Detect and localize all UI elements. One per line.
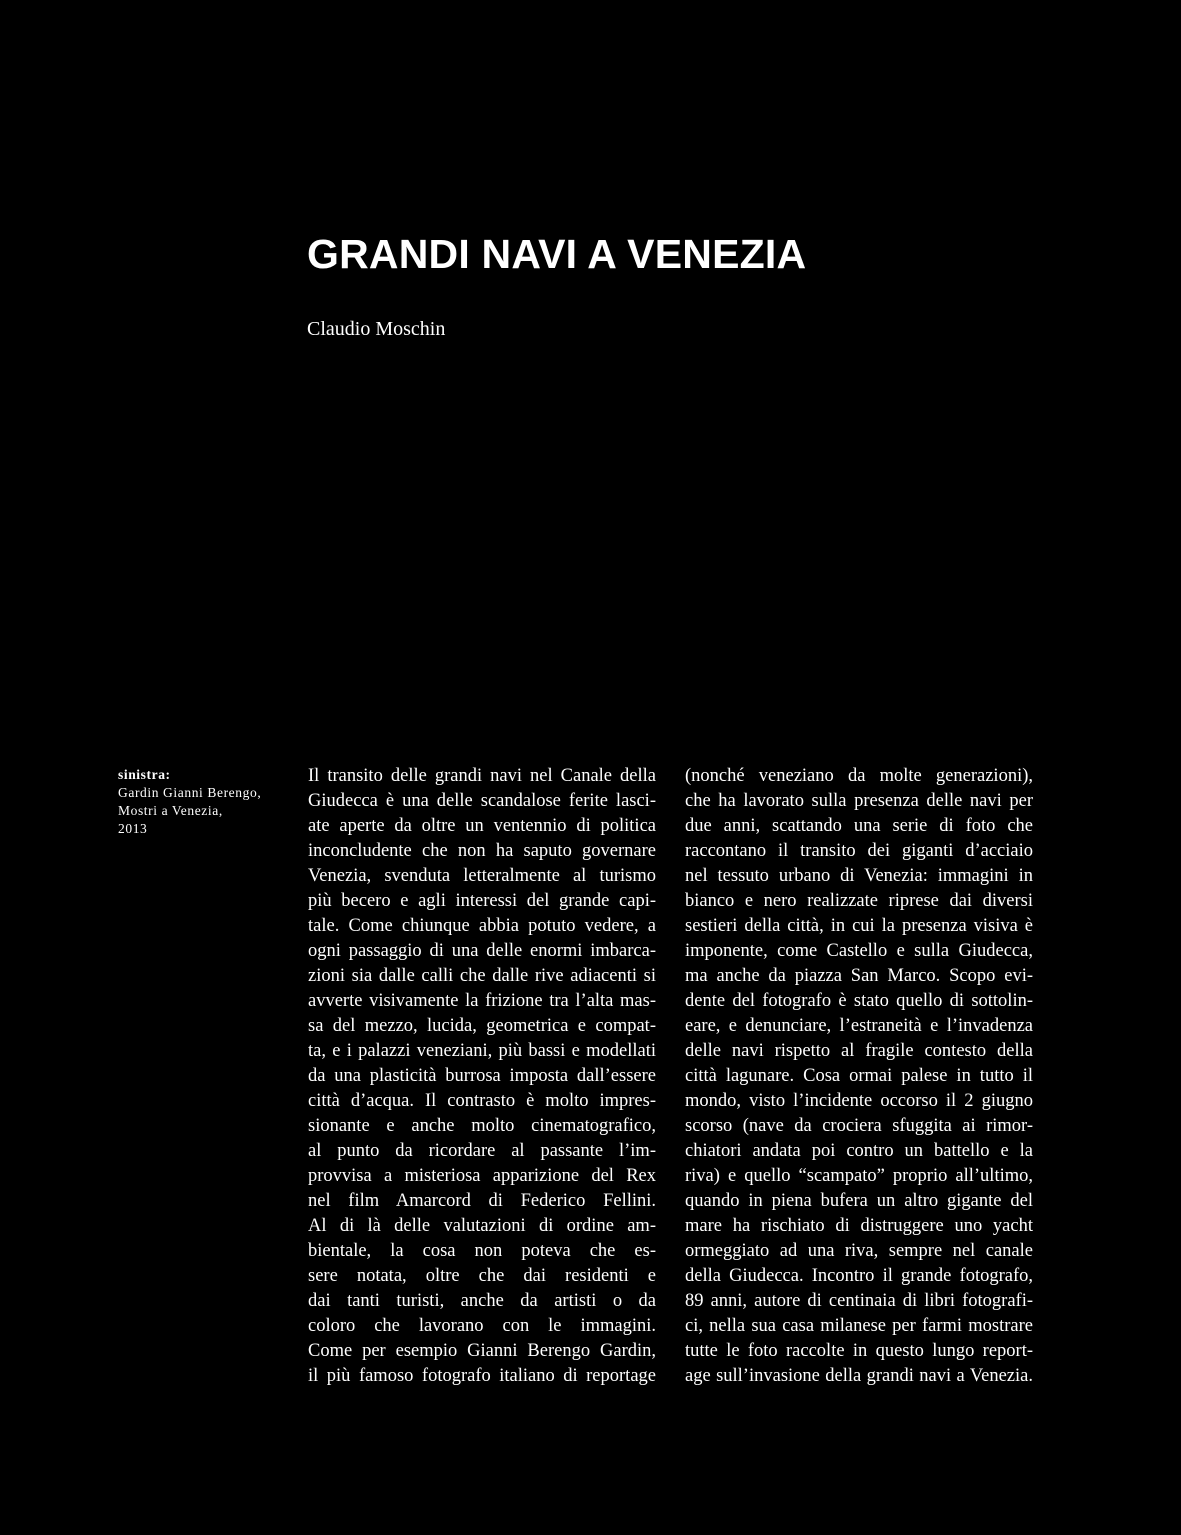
body-line: coloro che lavorano con le immagini.: [308, 1316, 656, 1336]
body-line: Giudecca è una delle scandalose ferite lasci-: [308, 791, 656, 811]
body-line: dai tanti turisti, anche da artisti o da: [308, 1291, 656, 1311]
article-author: Claudio Moschin: [307, 318, 446, 340]
article-title: GRANDI NAVI A VENEZIA: [307, 231, 807, 277]
body-line: mondo, visto l’incidente occorso il 2 giugno: [685, 1091, 1033, 1111]
body-line: eare, e denunciare, l’estraneità e l’invadenza: [685, 1016, 1033, 1036]
body-line: (nonché veneziano da molte generazioni),: [685, 766, 1033, 786]
body-line: quando in piena bufera un altro gigante del: [685, 1191, 1033, 1211]
body-line: Venezia, svenduta letteralmente al turismo: [308, 866, 656, 886]
body-line: sionante e anche molto cinematografico,: [308, 1116, 656, 1136]
body-line: provvisa a misteriosa apparizione del Rex: [308, 1166, 656, 1186]
body-line: il più famoso fotografo italiano di reportage: [308, 1366, 656, 1386]
caption-label: sinistra:: [118, 767, 171, 782]
body-line: imponente, come Castello e sulla Giudecca,: [685, 941, 1033, 961]
body-line: nel film Amarcord di Federico Fellini.: [308, 1191, 656, 1211]
body-line: ate aperte da oltre un ventennio di politica: [308, 816, 656, 836]
body-line: nel tessuto urbano di Venezia: immagini in: [685, 866, 1033, 886]
body-line: tutte le foto raccolte in questo lungo report-: [685, 1341, 1033, 1361]
body-line: sere notata, oltre che dai residenti e: [308, 1266, 656, 1286]
body-line: bientale, la cosa non poteva che es-: [308, 1241, 656, 1261]
body-line: bianco e nero realizzate riprese dai diversi: [685, 891, 1033, 911]
body-line: da una plasticità burrosa imposta dall’essere: [308, 1066, 656, 1086]
body-line: più becero e agli interessi del grande capi-: [308, 891, 656, 911]
caption-line: Gardin Gianni Berengo,: [118, 785, 262, 800]
body-line: Come per esempio Gianni Berengo Gardin,: [308, 1341, 656, 1361]
body-line: delle navi rispetto al fragile contesto della: [685, 1041, 1033, 1061]
body-line: città lagunare. Cosa ormai palese in tutto il: [685, 1066, 1033, 1086]
body-line: ma anche da piazza San Marco. Scopo evi-: [685, 966, 1033, 986]
body-line: avverte visivamente la frizione tra l’alta mas-: [308, 991, 656, 1011]
body-column-right: [685, 764, 1033, 1389]
body-line: Il transito delle grandi navi nel Canale della: [308, 766, 656, 786]
body-line: della Giudecca. Incontro il grande fotografo,: [685, 1266, 1033, 1286]
body-line: che ha lavorato sulla presenza delle navi per: [685, 791, 1033, 811]
body-line: al punto da ricordare al passante l’im-: [308, 1141, 656, 1161]
caption-line: 2013: [118, 821, 148, 836]
caption-line: Mostri a Venezia,: [118, 803, 223, 818]
body-line: ormeggiato ad una riva, sempre nel canale: [685, 1241, 1033, 1261]
body-line: due anni, scattando una serie di foto che: [685, 816, 1033, 836]
body-line: ogni passaggio di una delle enormi imbarca-: [308, 941, 656, 961]
body-line: riva) e quello “scampato” proprio all’ultimo,: [685, 1166, 1033, 1186]
body-line: scorso (nave da crociera sfuggita ai rimor-: [685, 1116, 1033, 1136]
body-line: Al di là delle valutazioni di ordine am-: [308, 1216, 656, 1236]
body-line: mare ha rischiato di distruggere uno yacht: [685, 1216, 1033, 1236]
photo-caption: [118, 766, 278, 838]
body-line: tale. Come chiunque abbia potuto vedere, a: [308, 916, 656, 936]
body-line: dente del fotografo è stato quello di sottolin-: [685, 991, 1033, 1011]
body-line: 89 anni, autore di centinaia di libri fotografi-: [685, 1291, 1033, 1311]
body-line: chiatori andata poi contro un battello e la: [685, 1141, 1033, 1161]
body-line: sa del mezzo, lucida, geometrica e compat-: [308, 1016, 656, 1036]
body-line: ta, e i palazzi veneziani, più bassi e modellati: [308, 1041, 656, 1061]
body-line: age sull’invasione della grandi navi a Venezia.: [685, 1366, 1033, 1386]
body-line: ci, nella sua casa milanese per farmi mostrare: [685, 1316, 1033, 1336]
body-line: raccontano il transito dei giganti d’acciaio: [685, 841, 1033, 861]
body-line: inconcludente che non ha saputo governare: [308, 841, 656, 861]
body-line: città d’acqua. Il contrasto è molto impres-: [308, 1091, 656, 1111]
body-line: zioni sia dalle calli che dalle rive adiacenti si: [308, 966, 656, 986]
body-column-left: [308, 764, 656, 1389]
body-line: sestieri della città, in cui la presenza visiva è: [685, 916, 1033, 936]
